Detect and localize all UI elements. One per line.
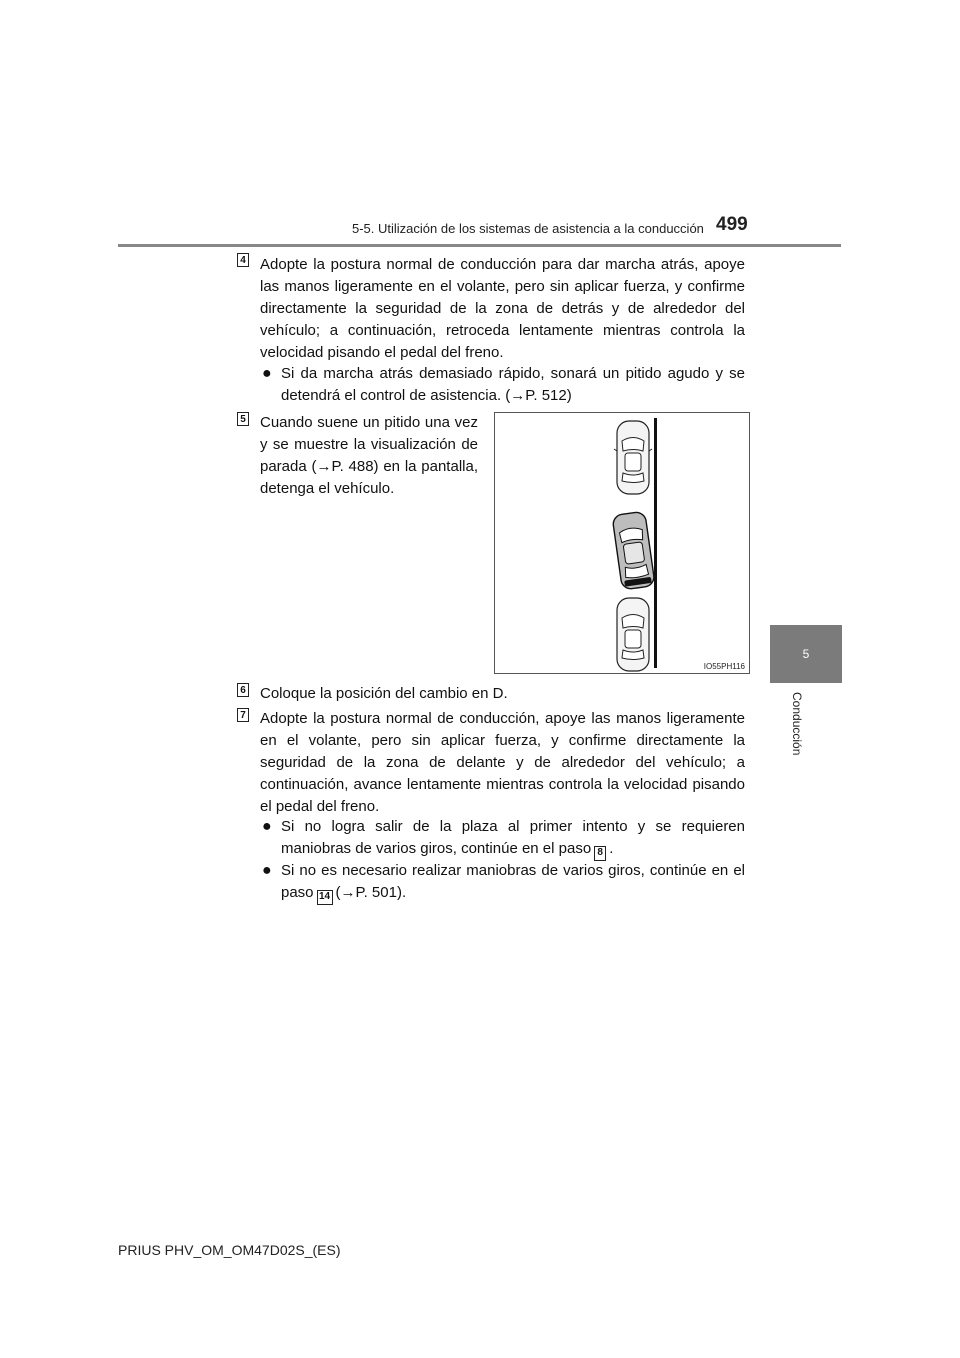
bullet-text: Si no logra salir de la plaza al primer intento y se requieren maniobras de varios giros, continúe en el paso 8 . [281, 816, 745, 861]
parked-car-front [614, 421, 652, 494]
step-number-badge: 5 [237, 412, 249, 426]
chapter-number: 5 [802, 647, 810, 661]
step-text: Adopte la postura normal de conducción, apoye las manos ligeramente en el volante, pero sin aplicar fuerza, y confirme directamente la seguridad de la zona de delante y de alrededor del vehículo; a continuación, avance lentamente mientras controla la velocidad pisando el pedal del freno. [260, 710, 745, 815]
step-text: Adopte la postura normal de conducción para dar marcha atrás, apoye las manos ligeramente en el volante, pero sin aplicar fuerza, y confirme directamente la seguridad de la zona de detrás y de alrededor del vehículo; a continuación, retroceda lentamente mientras controla la velocidad pisando el pedal del freno. [260, 256, 745, 361]
chapter-tab[interactable] [770, 625, 842, 683]
bullet-icon: ● [262, 818, 272, 835]
document-code: PRIUS PHV_OM_OM47D02S_(ES) [118, 1242, 341, 1258]
page-number: 499 [716, 214, 748, 235]
step-ref-badge[interactable]: 14 [317, 890, 333, 905]
step-ref-badge[interactable]: 8 [594, 846, 606, 861]
step-number-badge: 6 [237, 683, 249, 697]
step-text: Cuando suene un pitido una vez y se muestre la visualización de parada (→P. 488) en la pantalla, detenga el vehículo. [260, 414, 478, 497]
parked-car-rear [617, 598, 649, 671]
step-number-badge: 7 [237, 708, 249, 722]
bullet-icon: ● [262, 365, 272, 382]
curb-line [654, 418, 657, 668]
bullet-text: Si no es necesario realizar maniobras de varios giros, continúe en el paso 14 (→P. 501). [281, 860, 745, 905]
header-divider [118, 244, 841, 247]
bullet-icon: ● [262, 862, 272, 879]
parking-diagram-svg [495, 413, 749, 673]
bullet-text: Si da marcha atrás demasiado rápido, sonará un pitido agudo y se detendrá el control de asistencia. (→P. 512) [281, 365, 745, 404]
own-car [612, 511, 655, 590]
chapter-title: Conducción [790, 692, 804, 756]
parking-illustration [494, 412, 750, 674]
section-title: 5-5. Utilización de los sistemas de asistencia a la conducción [352, 221, 704, 236]
step-number-badge: 4 [237, 253, 249, 267]
step-text: Coloque la posición del cambio en D. [260, 685, 508, 702]
figure-code: IO55PH116 [703, 662, 745, 671]
